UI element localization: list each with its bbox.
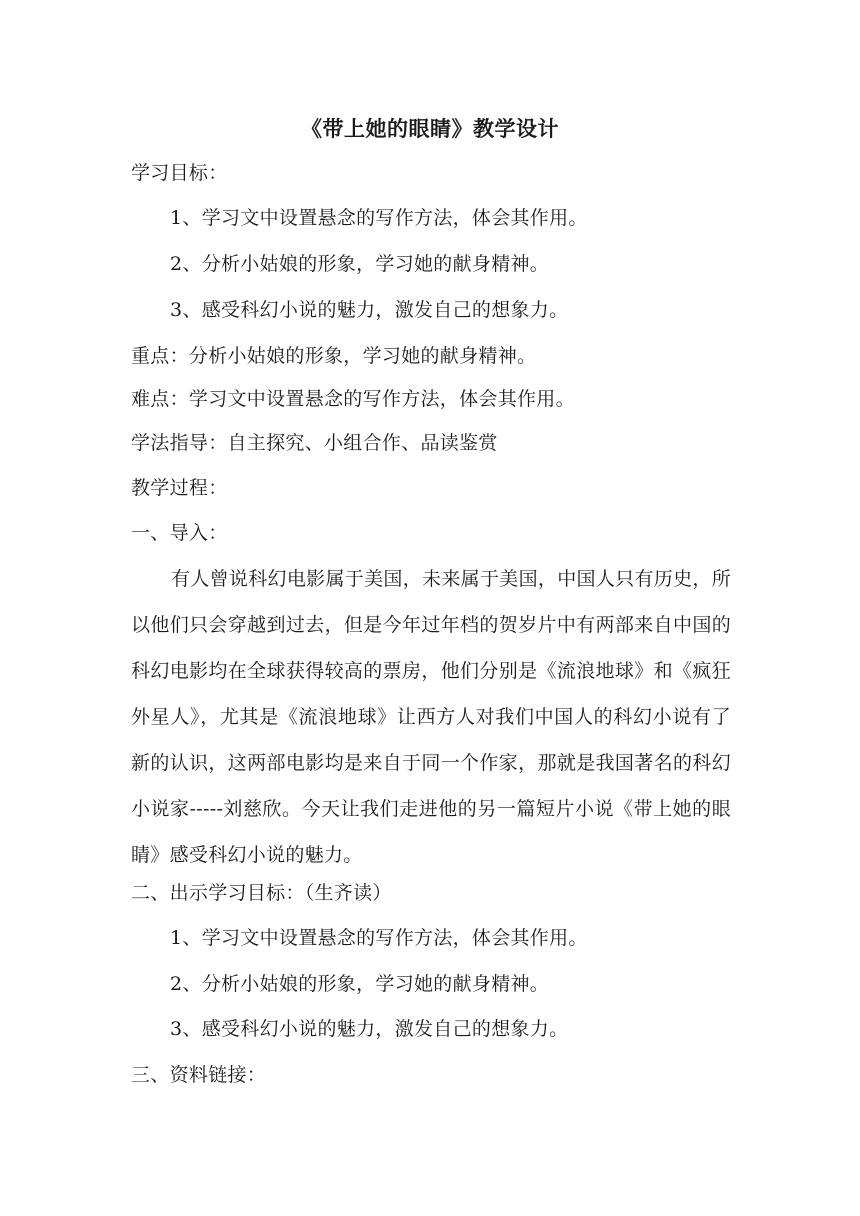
section-2-heading: 二、出示学习目标：（生齐读） <box>131 882 392 904</box>
study-method: 学法指导：自主探究、小组合作、品读鉴赏 <box>131 432 498 454</box>
objective-item-3: 3、感受科幻小说的魅力，激发自己的想象力。 <box>170 299 569 321</box>
section-2-item-2: 2、分析小姑娘的形象，学习她的献身精神。 <box>170 973 550 995</box>
section-2-item-1: 1、学习文中设置悬念的写作方法，体会其作用。 <box>170 927 588 949</box>
document-title: 《带上她的眼睛》教学设计 <box>301 117 559 141</box>
section-2-item-3: 3、感受科幻小说的魅力，激发自己的想象力。 <box>170 1018 569 1040</box>
objective-item-1: 1、学习文中设置悬念的写作方法，体会其作用。 <box>170 207 588 229</box>
objective-item-2: 2、分析小姑娘的形象，学习她的献身精神。 <box>170 253 550 275</box>
objectives-heading: 学习目标： <box>131 162 228 184</box>
key-point: 重点：分析小姑娘的形象，学习她的献身精神。 <box>131 345 537 367</box>
process-heading: 教学过程： <box>131 477 228 499</box>
section-3-heading: 三、资料链接： <box>131 1064 267 1086</box>
difficulty: 难点：学习文中设置悬念的写作方法，体会其作用。 <box>131 388 575 410</box>
section-1-paragraph: 有人曾说科幻电影属于美国，未来属于美国，中国人只有历史，所以他们只会穿越到过去，但是今年过年档的贺岁片中有两部来自中国的科幻电影均在全球获得较高的票房，他们分别是《流浪地球》和《疯狂外星人》，尤其是《流浪地球》让西方人对我们中国人的科幻小说有了新的认识，这两部电影均是来自于同一个作家，那就是我国著名的科幻小说家-----刘慈欣。今天让我们走进他的另一篇短片小说《带上她的眼睛》感受科幻小说的魅力。 <box>131 568 731 866</box>
section-1-heading: 一、导入： <box>131 522 228 544</box>
